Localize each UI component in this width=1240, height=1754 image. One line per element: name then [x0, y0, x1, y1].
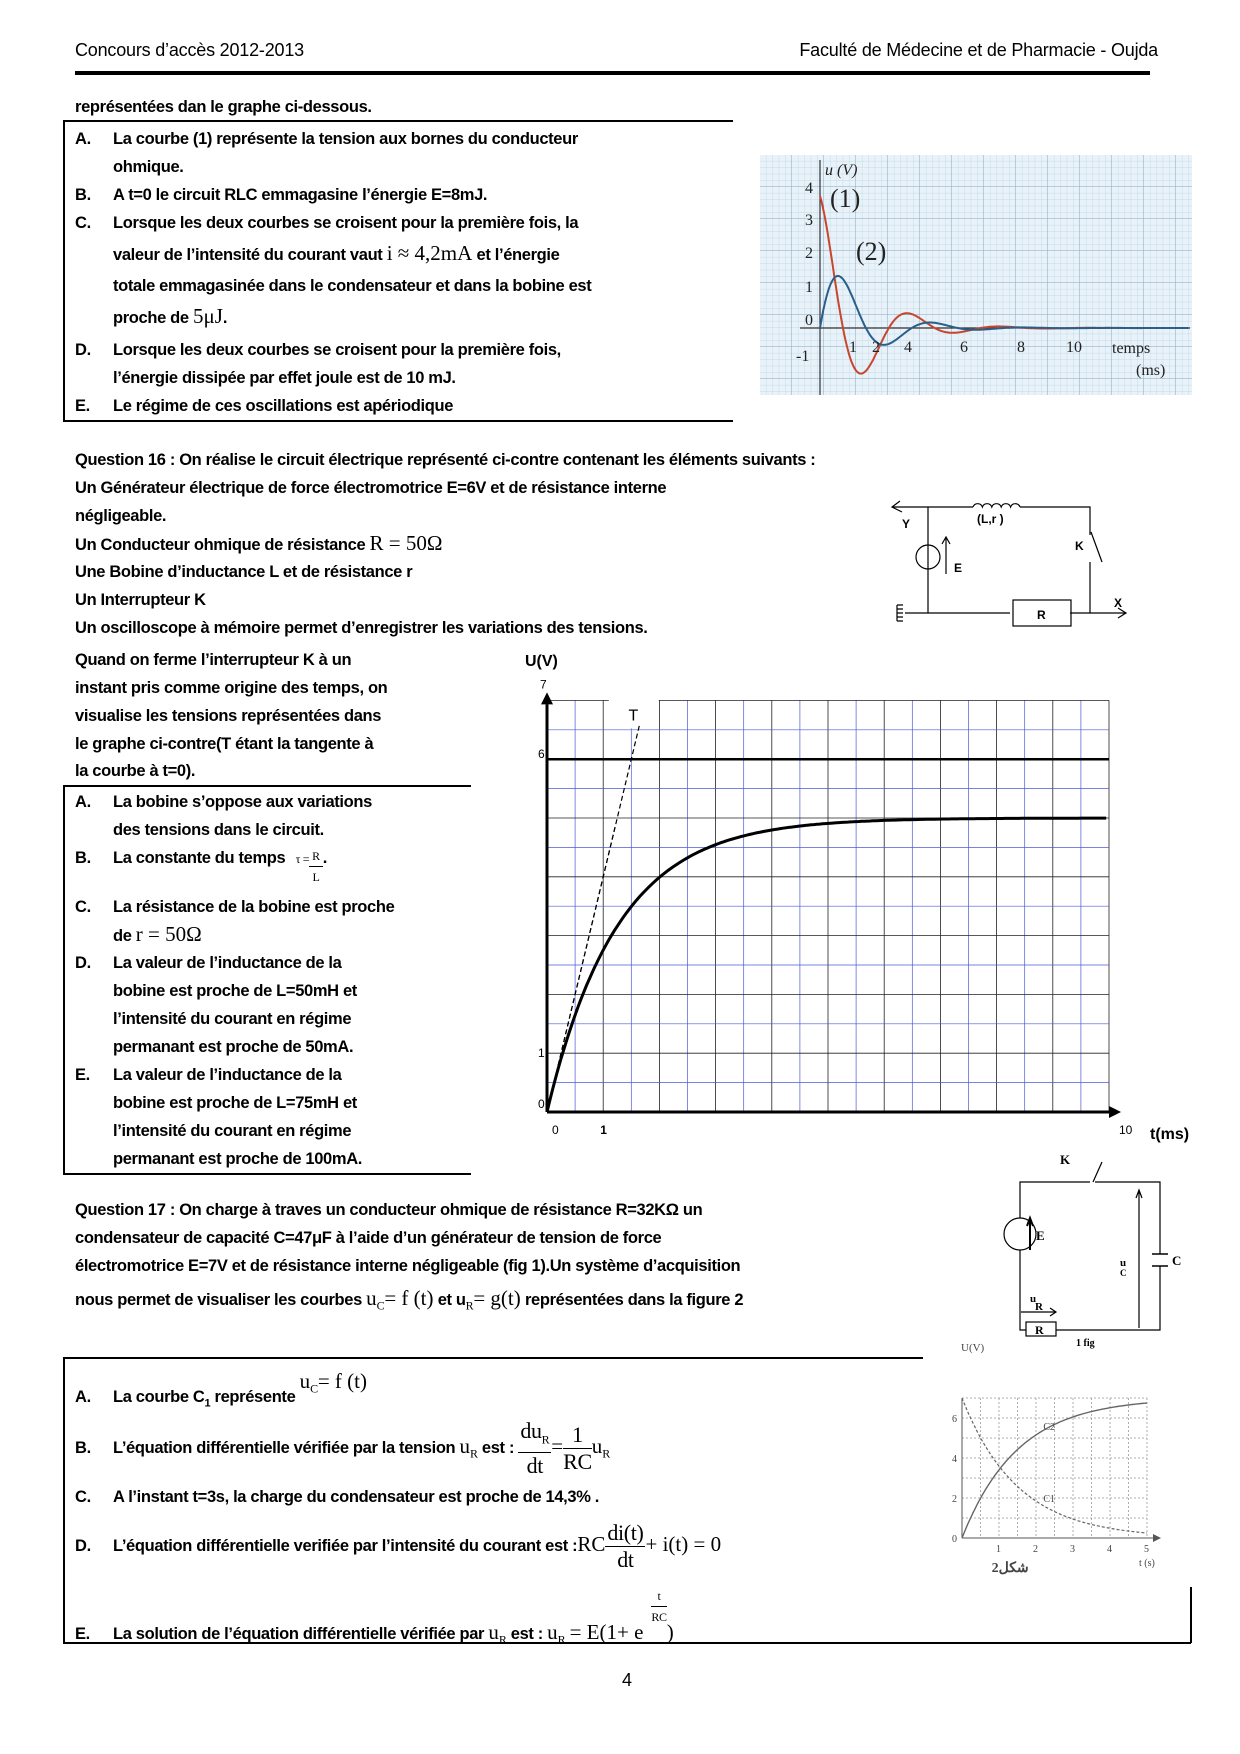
coil-label: (L,r ) — [977, 512, 1004, 526]
q15-option-b: B. A t=0 le circuit RLC emmagasine l’énergie E=8mJ. — [75, 186, 488, 204]
curve-c2-label: C2 — [1043, 1422, 1056, 1433]
q15-box-top — [63, 120, 733, 122]
y-tick-label: 2 — [952, 1494, 957, 1505]
q17-rc-circuit — [990, 1150, 1200, 1350]
q16-option-c-cont: de r = 50Ω — [113, 922, 202, 946]
y-tick: -1 — [796, 348, 810, 365]
emf-arrow — [942, 537, 950, 574]
x-axis-label: t (s) — [1139, 1558, 1155, 1569]
uc-label: u — [1120, 1257, 1127, 1269]
q15-option-c-line3: totale emmagasinée dans le condensateur et dans la bobine est — [113, 277, 592, 295]
x-tick: 6 — [960, 339, 968, 356]
q17-option-b: B. L’équation différentielle vérifiée par la tension $u_R$ est : $\frac{du_R}{dt}$ = $\frac{1}{RC}$ $u_R$ — [75, 1418, 610, 1479]
x-axis-arrow — [1109, 1106, 1121, 1118]
q16-option-d-cont: permanant est proche de 50mA. — [113, 1038, 354, 1056]
x-axis-unit: (ms) — [1136, 362, 1166, 379]
y-tick-label: 6 — [952, 1414, 957, 1425]
y-axis-label: u (V) — [825, 162, 858, 179]
page-number: 4 — [622, 1670, 632, 1690]
q16-option-d: D. La valeur de l’inductance de la — [75, 954, 342, 972]
y-tick-label: 0 — [952, 1534, 957, 1545]
coil-icon — [973, 504, 1020, 507]
y-tick: 2 — [805, 245, 813, 262]
x-axis-arrow — [1153, 1534, 1161, 1542]
q16-option-e-cont: l’intensité du courant en régime — [113, 1122, 352, 1140]
x-tick: 10 — [1066, 339, 1082, 356]
q17-line: condensateur de capacité C=47μF à l’aide d’un générateur de tension de force — [75, 1229, 662, 1247]
figure-1-caption: 1 fig — [1076, 1338, 1095, 1349]
x-tick-label: 0 — [552, 1123, 559, 1137]
y-tick: 3 — [805, 212, 813, 229]
y-tick: 1 — [805, 279, 813, 296]
y-tick-label: 6 — [538, 747, 545, 762]
x-tick: 2 — [872, 339, 880, 356]
y-tick: 4 — [805, 180, 813, 197]
y-axis-label: U(V) — [525, 653, 558, 670]
uc-sub: C — [1120, 1268, 1127, 1278]
capacitor-label: C — [1172, 1253, 1182, 1268]
q17-option-a: A. La courbe $C_1$ représente $u_C= f$ (t) — [75, 1369, 367, 1410]
y-arrow — [892, 501, 928, 512]
q15-option-e: E. Le régime de ces oscillations est apériodique — [75, 397, 454, 415]
tangent-label: T — [628, 707, 639, 725]
y-tick-label: 0 — [538, 1097, 545, 1111]
curve2-label: (2) — [856, 237, 887, 266]
x-tick-label: 5 — [1144, 1544, 1149, 1555]
q15-option-a-cont: ohmique. — [113, 158, 184, 176]
x-tick-label: 2 — [1033, 1544, 1038, 1555]
q15-option-a: A. La courbe (1) représente la tension aux bornes du conducteur — [75, 130, 578, 148]
x-axis-label: t(ms) — [1150, 1126, 1190, 1143]
emf-label: E — [1036, 1228, 1045, 1243]
q17-rc-graph — [935, 1335, 1175, 1585]
q17-option-e: E. La solution de l’équation différentielle vérifiée par $u_R$ est : $u_R = E(1+ e$ $\frac{t}{RC}$ ) — [75, 1604, 674, 1649]
q16-option-d-cont: l’intensité du courant en régime — [113, 1010, 352, 1028]
q17-line: électromotrice E=7V et de résistance interne négligeable (fig 1).Un système d’acquisition — [75, 1257, 741, 1275]
switch-label: K — [1060, 1152, 1071, 1167]
q17-option-d: D. L’équation différentielle verifiée par l’intensité du courant est :RC $\frac{di(t)}{dt}$ + i(t) = 0 — [75, 1520, 722, 1573]
q15-option-c-line2: valeur de l’intensité du courant vaut i ≈ 4,2mA et l’énergie — [113, 241, 560, 265]
q16-option-e: E. La valeur de l’inductance de la — [75, 1066, 342, 1084]
y-tick-label: 1 — [538, 1046, 545, 1061]
figure-caption: شكل2 — [991, 1561, 1029, 1576]
emf-label: E — [954, 561, 963, 575]
q17-title: Question 17 : On charge à traves un conducteur ohmique de résistance R=32KΩ un — [75, 1201, 703, 1219]
q17-option-c: C. A l’instant t=3s, la charge du condensateur est proche de 14,3% . — [75, 1488, 600, 1506]
q16-option-a: A. La bobine s’oppose aux variations — [75, 793, 372, 811]
q16-option-a-cont: des tensions dans le circuit. — [113, 821, 324, 839]
switch-label: K — [1075, 539, 1084, 553]
q16-line: Un Interrupteur K — [75, 591, 206, 609]
q16-option-e-cont: bobine est proche de L=75mH et — [113, 1094, 357, 1112]
q16-line: Un oscilloscope à mémoire permet d’enregistrer les variations des tensions. — [75, 619, 648, 637]
curve1-label: (1) — [830, 184, 861, 213]
q16-line: Un Générateur électrique de force électromotrice E=6V et de résistance interne — [75, 479, 667, 497]
capacitor-icon — [1152, 1254, 1168, 1266]
header-right: Faculté de Médecine et de Pharmacie - Oujda — [799, 40, 1158, 60]
x-tick: 1 — [849, 339, 857, 356]
x-tick: 4 — [904, 339, 912, 356]
q16-option-b: B. La constante du temps τ = $\frac{R}{L}$ . — [75, 848, 327, 887]
q15-box-left — [63, 120, 65, 421]
q16-circuit-diagram — [880, 480, 1140, 640]
q15-option-d: D. Lorsque les deux courbes se croisent pour la première fois, — [75, 341, 561, 359]
q16-line: négligeable. — [75, 507, 167, 525]
curve-c1-label: C1 — [1043, 1494, 1056, 1505]
x-tick-label: 1 — [600, 1123, 607, 1137]
x-tick-label: 10 — [1119, 1123, 1133, 1137]
q16-para: visualise les tensions représentées dans — [75, 707, 382, 725]
resistor-label: R — [1037, 608, 1046, 622]
x-label: X — [1114, 596, 1123, 610]
q15-option-c-line4: proche de 5μJ. — [113, 304, 228, 328]
resistor-label: R — [1035, 1323, 1044, 1337]
q17-box-left — [63, 1357, 65, 1643]
y-tick-label: 4 — [952, 1454, 957, 1465]
x-tick: 8 — [1017, 339, 1025, 356]
x-tick-label: 3 — [1070, 1544, 1075, 1555]
q15-box-bottom — [63, 420, 733, 422]
q15-intro: représentées dan le graphe ci-dessous. — [75, 98, 372, 116]
ur-label: u — [1030, 1293, 1037, 1305]
x-tick-label: 4 — [1107, 1544, 1112, 1555]
header-rule — [75, 71, 1150, 75]
q15-rlc-graph — [760, 155, 1192, 395]
ground-icon — [897, 605, 903, 621]
q16-option-e-cont: permanant est proche de 100mA. — [113, 1150, 363, 1168]
q16-box-top — [63, 785, 471, 787]
q16-para: le graphe ci-contre(T étant la tangente à — [75, 735, 374, 753]
y-tick-label: 7 — [540, 677, 547, 692]
q16-para: instant pris comme origine des temps, on — [75, 679, 388, 697]
q16-para: Quand on ferme l’interrupteur K à un — [75, 651, 352, 669]
y-axis-arrow — [541, 692, 553, 704]
y-tick: 0 — [805, 312, 813, 329]
uc-arrow — [1136, 1190, 1142, 1328]
q16-option-c: C. La résistance de la bobine est proche — [75, 898, 395, 916]
x-axis-label: temps — [1112, 340, 1151, 357]
q16-box-bottom — [63, 1173, 471, 1175]
q16-option-d-cont: bobine est proche de L=50mH et — [113, 982, 357, 1000]
q15-option-c: C. Lorsque les deux courbes se croisent pour la première fois, la — [75, 214, 579, 232]
header-left: Concours d’accès 2012-2013 — [75, 40, 304, 60]
q16-title: Question 16 : On réalise le circuit électrique représenté ci-contre contenant les éléments suivants : — [75, 451, 816, 469]
q16-para: la courbe à t=0). — [75, 762, 196, 780]
q16-line: Un Conducteur ohmique de résistance R = 50Ω — [75, 531, 443, 555]
y-axis-label: U(V) — [961, 1342, 985, 1354]
y-label: Y — [902, 517, 911, 531]
q17-box-right — [1190, 1587, 1192, 1643]
x-tick-label: 1 — [996, 1544, 1001, 1555]
q16-line: Une Bobine d’inductance L et de résistance r — [75, 563, 413, 581]
q17-box-top — [63, 1357, 923, 1359]
q16-rl-graph — [500, 640, 1220, 1143]
q16-box-left — [63, 785, 65, 1174]
q17-line: nous permet de visualiser les courbes $u_C= f$ (t) et $u_R= g(t)$ représentées dans la figure 2 — [75, 1286, 744, 1313]
q15-option-d-cont: l’énergie dissipée par effet joule est de 10 mJ. — [113, 369, 456, 387]
ur-sub: R — [1035, 1301, 1043, 1313]
